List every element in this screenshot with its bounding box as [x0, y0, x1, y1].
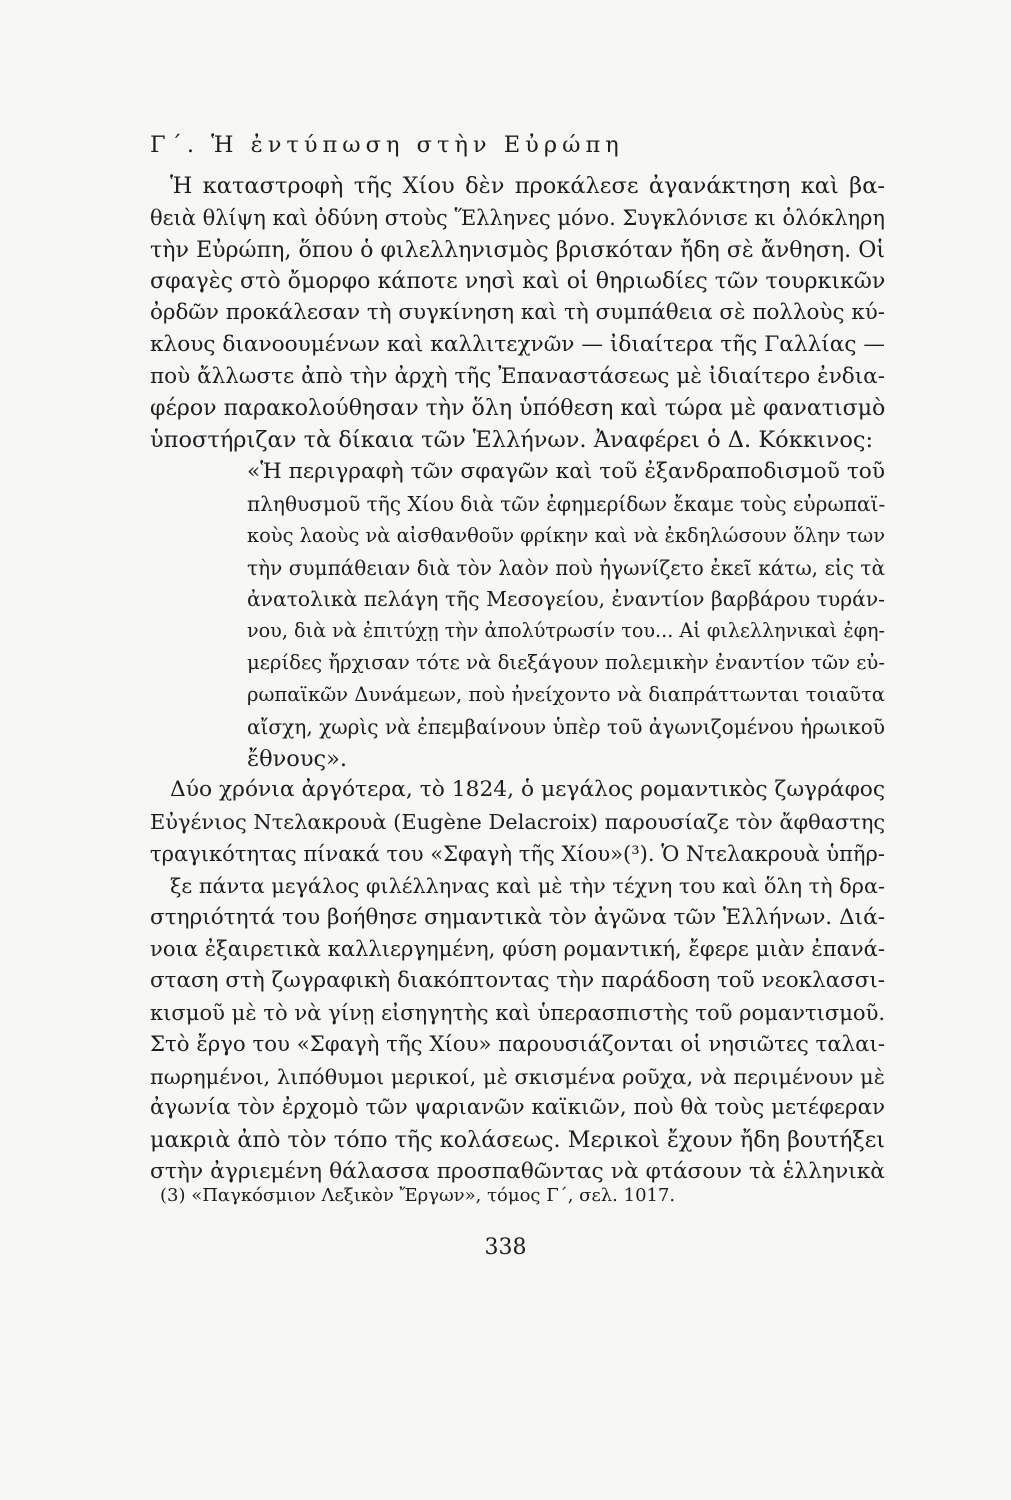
- text-line: τὴν Εὐρώπη, ὅπου ὁ φιλελληνισμὸς βρισκόταν ἤδη σὲ ἄνθηση. Οἱ: [150, 236, 885, 263]
- text-line: ποὺ ἄλλωστε ἀπὸ τὴν ἀρχὴ τῆς Ἐπαναστάσεως μὲ ἰδιαίτερο ἐνδια-: [150, 363, 885, 389]
- text-line: στὴν ἀγριεμένη θάλασσα προσπαθῶντας νὰ φτάσουν τὰ ἑλληνικὰ: [150, 1159, 885, 1184]
- section-heading: Γ΄. Ἡ ἐντύπωση στὴν Εὐρώπη: [150, 132, 624, 158]
- quote-line: «Ἡ περιγραφὴ τῶν σφαγῶν καὶ τοῦ ἐξανδραποδισμοῦ τοῦ: [247, 459, 885, 485]
- quote-line: αἴσχη, χωρὶς νὰ ἐπεμβαίνουν ὑπὲρ τοῦ ἀγωνιζομένου ἡρωικοῦ: [247, 714, 886, 739]
- text-line: Στὸ ἔργο του «Σφαγὴ τῆς Χίου» παρουσιάζονται οἱ νησιῶτες ταλαι-: [150, 1031, 885, 1057]
- quote-line: μερίδες ἤρχισαν τότε νὰ διεξάγουν πολεμικὴν ἐναντίον τῶν εὐ-: [247, 651, 885, 675]
- quote-line: ἔθνους».: [247, 745, 348, 772]
- footnote: (3) «Παγκόσμιον Λεξικὸν Ἔργων», τόμος Γ΄, σελ. 1017.: [160, 1185, 676, 1206]
- quote-line: ἀνατολικὰ πελάγη τῆς Μεσογείου, ἐναντίον βαρβάρου τυράν-: [247, 587, 885, 612]
- text-line: ἀγωνία τὸν ἐρχομὸ τῶν ψαριανῶν καϊκιῶν, ποὺ θὰ τοὺς μετέφεραν: [150, 1095, 885, 1121]
- text-line: τραγικότητας πίνακά του «Σφαγὴ τῆς Χίου»(³). Ὁ Ντελακρουὰ ὑπῆρ-: [150, 840, 885, 866]
- text-line: ξε πάντα μεγάλος φιλέλληνας καὶ μὲ τὴν τέχνη του καὶ ὅλη τὴ δρα-: [170, 873, 885, 898]
- text-line: πωρημένοι, λιπόθυμοι μερικοί, μὲ σκισμένα ροῦχα, νὰ περιμένουν μὲ: [150, 1064, 885, 1089]
- text-line: φέρον παρακολούθησαν τὴν ὅλη ὑπόθεση καὶ τώρα μὲ φανατισμὸ: [150, 395, 886, 421]
- text-line: Δύο χρόνια ἀργότερα, τὸ 1824, ὁ μεγάλος ρομαντικὸς ζωγράφος: [170, 777, 886, 803]
- quote-line: κοὺς λαοὺς νὰ αἰσθανθοῦν φρίκην καὶ νὰ ἐκδηλώσουν ὅλην των: [247, 523, 885, 547]
- text-line: ὑποστήριζαν τὰ δίκαια τῶν Ἑλλήνων. Ἀναφέρει ὁ Δ. Κόκκινος:: [150, 427, 874, 454]
- text-line: κισμοῦ μὲ τὸ νὰ γίνῃ εἰσηγητὴς καὶ ὑπερασπιστὴς τοῦ ρομαντισμοῦ.: [150, 999, 886, 1025]
- quote-line: ρωπαϊκῶν Δυνάμεων, ποὺ ἠνείχοντο νὰ διαπράττωνται τοιαῦτα: [247, 682, 885, 706]
- page-number: 338: [484, 1235, 527, 1260]
- text-line: μακριὰ ἀπὸ τὸν τόπο τῆς κολάσεως. Μερικοὶ ἔχουν ἤδη βουτήξει: [150, 1127, 885, 1154]
- quote-line: πληθυσμοῦ τῆς Χίου διὰ τῶν ἐφημερίδων ἔκαμε τοὺς εὐρωπαϊ-: [247, 492, 886, 517]
- quote-line: νου, διὰ νὰ ἐπιτύχῃ τὴν ἀπολύτρωσίν του... Αἱ φιλελληνικαὶ ἐφη-: [247, 619, 885, 643]
- text-line: θειὰ θλίψη καὶ ὀδύνη στοὺς Ἕλληνες μόνο. Συγκλόνισε κι ὁλόκληρη: [150, 205, 885, 230]
- text-line: σφαγὲς στὸ ὄμορφο κάποτε νησὶ καὶ οἱ θηριωδίες τῶν τουρκικῶν: [150, 268, 886, 295]
- quote-line: τὴν συμπάθειαν διὰ τὸν λαὸν ποὺ ἠγωνίζετο ἐκεῖ κάτω, εἰς τὰ: [247, 555, 885, 580]
- text-line: Εὐγένιος Ντελακρουὰ (Eugène Delacroix) παρουσίαζε τὸν ἄφθαστης: [150, 810, 886, 835]
- text-line: ὀρδῶν προκάλεσαν τὴ συγκίνηση καὶ τὴ συμπάθεια σὲ πολλοὺς κύ-: [150, 300, 885, 326]
- text-line: στηριότητά του βοήθησε σημαντικὰ τὸν ἀγῶνα τῶν Ἑλλήνων. Διά-: [150, 904, 885, 930]
- text-line: νοια ἐξαιρετικὰ καλλιεργημένη, φύση ρομαντική, ἔφερε μιὰν ἐπανά-: [150, 936, 885, 962]
- text-line: σταση στὴ ζωγραφικὴ διακόπτοντας τὴν παράδοση τοῦ νεοκλασσι-: [150, 968, 885, 994]
- text-line: κλους διανοουμένων καὶ καλλιτεχνῶν — ἰδιαίτερα τῆς Γαλλίας —: [150, 332, 885, 358]
- text-line: Ἡ καταστροφὴ τῆς Χίου δὲν προκάλεσε ἀγανάκτηση καὶ βα-: [170, 173, 885, 199]
